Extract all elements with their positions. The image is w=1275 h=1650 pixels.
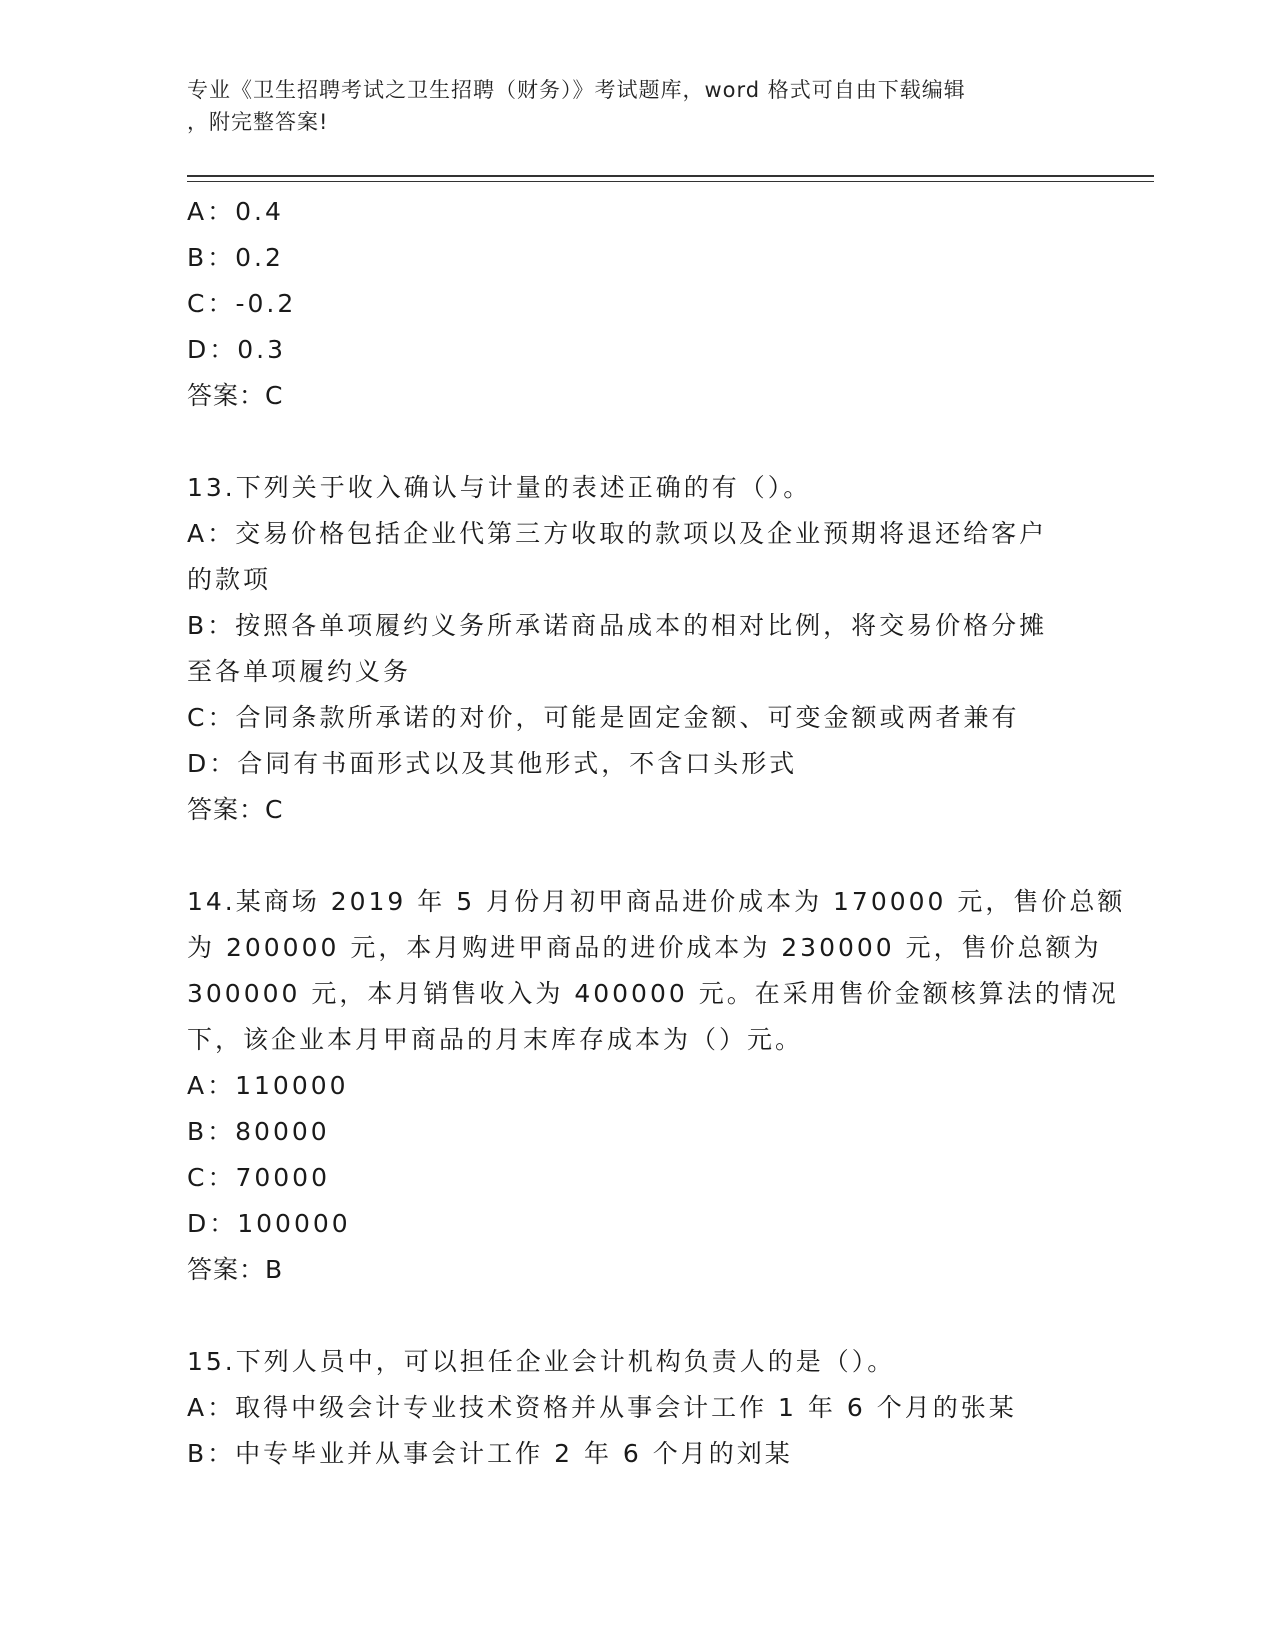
- header-line-2: ，附完整答案!: [187, 110, 329, 134]
- answer-label: 答案：B: [187, 1255, 284, 1284]
- question-text-line-2: 为 200000 元，本月购进甲商品的进价成本为 230000 元，售价总额为: [187, 933, 1102, 962]
- spacer: [187, 1293, 1087, 1339]
- question-14-block: [187, 879, 1126, 1293]
- question-text-line-1: 14.某商场 2019 年 5 月份月初甲商品进价成本为 170000 元，售价总额: [187, 887, 1126, 916]
- option-d: D：0.3: [187, 335, 287, 364]
- option-d: D：合同有书面形式以及其他形式，不含口头形式: [187, 749, 798, 778]
- question-content: [187, 189, 1126, 1477]
- option-a: A：取得中级会计专业技术资格并从事会计工作 1 年 6 个月的张某: [187, 1393, 1017, 1422]
- option-b: B：80000: [187, 1117, 330, 1146]
- answer-label: 答案：C: [187, 795, 284, 824]
- answer-label: 答案：C: [187, 381, 284, 410]
- option-c: C：-0.2: [187, 289, 297, 318]
- question-12-block: [187, 189, 1087, 419]
- option-b: B：按照各单项履约义务所承诺商品成本的相对比例，将交易价格分摊: [187, 611, 1048, 640]
- question-13-block: [187, 465, 1087, 833]
- option-a: A：0.4: [187, 197, 284, 226]
- option-b-continued: 至各单项履约义务: [187, 657, 412, 686]
- header-line-1: 专业《卫生招聘考试之卫生招聘（财务）》考试题库，word 格式可自由下载编辑: [187, 78, 966, 102]
- option-a: A：交易价格包括企业代第三方收取的款项以及企业预期将退还给客户: [187, 519, 1048, 548]
- page-header: [187, 74, 1087, 138]
- option-d: D：100000: [187, 1209, 351, 1238]
- question-text: 15.下列人员中，可以担任企业会计机构负责人的是（）。: [187, 1347, 896, 1376]
- question-15-block: [187, 1339, 1087, 1477]
- question-text-line-3: 300000 元，本月销售收入为 400000 元。在采用售价金额核算法的情况: [187, 979, 1119, 1008]
- option-b: B：中专毕业并从事会计工作 2 年 6 个月的刘某: [187, 1439, 793, 1468]
- spacer: [187, 833, 1087, 879]
- question-text: 13.下列关于收入确认与计量的表述正确的有（）。: [187, 473, 812, 502]
- question-text-line-4: 下，该企业本月甲商品的月末库存成本为（）元。: [187, 1025, 804, 1054]
- option-c: C：70000: [187, 1163, 330, 1192]
- spacer: [187, 419, 1087, 465]
- header-divider-thick: [187, 175, 1154, 177]
- option-a: A：110000: [187, 1071, 349, 1100]
- header-divider-thin: [187, 181, 1154, 182]
- option-c: C：合同条款所承诺的对价，可能是固定金额、可变金额或两者兼有: [187, 703, 1020, 732]
- option-a-continued: 的款项: [187, 565, 272, 594]
- option-b: B：0.2: [187, 243, 284, 272]
